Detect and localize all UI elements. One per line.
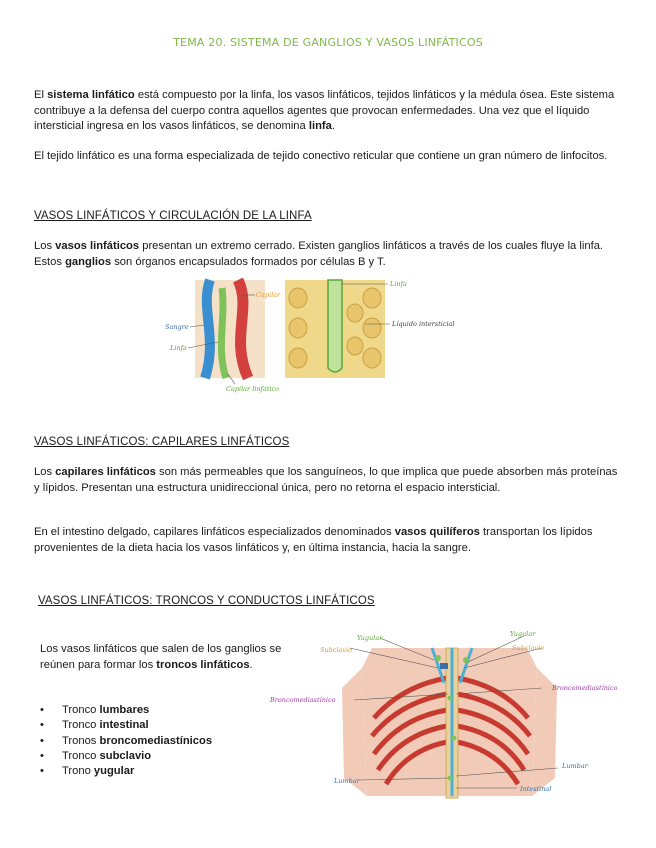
section3-paragraph: Los vasos linfáticos que salen de los ganglios se reúnen para formar los troncos linfáticos. bbox=[40, 643, 282, 671]
lymph-capillary-figure bbox=[160, 278, 480, 402]
label-linfa-right: Linfa bbox=[390, 280, 407, 288]
list-item: • Tronco subclavio bbox=[40, 749, 212, 764]
list-item: • Tronco lumbares bbox=[40, 703, 212, 718]
section-heading-troncos: VASOS LINFÁTICOS: TRONCOS Y CONDUCTOS LINFÁTICOS bbox=[38, 595, 375, 607]
list-item: • Tronos broncomediastínicos bbox=[40, 734, 212, 749]
list-item: • Tronco intestinal bbox=[40, 718, 212, 733]
section-heading-capilares: VASOS LINFÁTICOS: CAPILARES LINFÁTICOS bbox=[34, 436, 290, 448]
label-linfa-left: Linfa bbox=[170, 344, 187, 352]
section-heading-vasos-circulacion: VASOS LINFÁTICOS Y CIRCULACIÓN DE LA LINFA bbox=[34, 210, 312, 222]
label-liquido-intersticial: Líquido intersticial bbox=[392, 320, 455, 328]
intro-paragraph-2: El tejido linfático es una forma especializada de tejido conectivo reticular que contiene un gran número de linfocitos. bbox=[34, 150, 608, 162]
label-yugular-left: Yugular bbox=[357, 634, 383, 642]
label-lumbar-right: Lumbar bbox=[562, 762, 588, 770]
intro-paragraph-1: El sistema linfático está compuesto por la linfa, los vasos linfáticos, tejidos linfáticos y la médula ósea. Este sistema contribuye a la defensa del cuerpo contra aquellos agentes que provocan enfermedades. Una vez que el líquido intersticial ingresa en los vasos linfáticos, se denomina linfa. bbox=[34, 89, 615, 132]
label-lumbar-left: Lumbar bbox=[334, 777, 360, 785]
page-title: TEMA 20. SISTEMA DE GANGLIOS Y VASOS LINFÁTICOS bbox=[173, 36, 483, 49]
label-capilar: Capilar bbox=[256, 291, 281, 299]
lymph-trunks-figure bbox=[262, 628, 650, 800]
section2-paragraph-1: Los capilares linfáticos son más permeables que los sanguíneos, lo que implica que puede absorben más proteínas y lípidos. Presentan una estructura unidireccional única, pero no retorna el espacio intersticial. bbox=[34, 466, 618, 494]
label-sangre: Sangre bbox=[165, 323, 189, 331]
label-broncomediastinico-right: Broncomediastínico bbox=[552, 684, 618, 692]
label-broncomediastinico-left: Broncomediastínico bbox=[270, 696, 336, 704]
list-item: • Trono yugular bbox=[40, 764, 212, 779]
lymph-trunk-list bbox=[40, 703, 212, 779]
section2-paragraph-2: En el intestino delgado, capilares linfáticos especializados denominados vasos quilíferos transportan los lípidos provenientes de la dieta hacia los vasos linfáticos y, en última instancia, hacia la sangre. bbox=[34, 526, 593, 554]
blood-vessel-blue bbox=[205, 280, 210, 378]
label-capilar-linfatico: Capilar linfático bbox=[226, 385, 280, 393]
label-intestinal: Intestinal bbox=[520, 785, 552, 793]
label-subclavio-left: Subclavio bbox=[320, 646, 353, 654]
lymph-capillary-drawing bbox=[328, 280, 342, 372]
label-yugular-right: Yugular bbox=[510, 630, 536, 638]
section1-paragraph: Los vasos linfáticos presentan un extremo cerrado. Existen ganglios linfáticos a través de los cuales fluye la linfa. Estos ganglios son órganos encapsulados formados por células B y T. bbox=[34, 240, 604, 268]
label-subclavio-right: Subclavio bbox=[512, 644, 545, 652]
